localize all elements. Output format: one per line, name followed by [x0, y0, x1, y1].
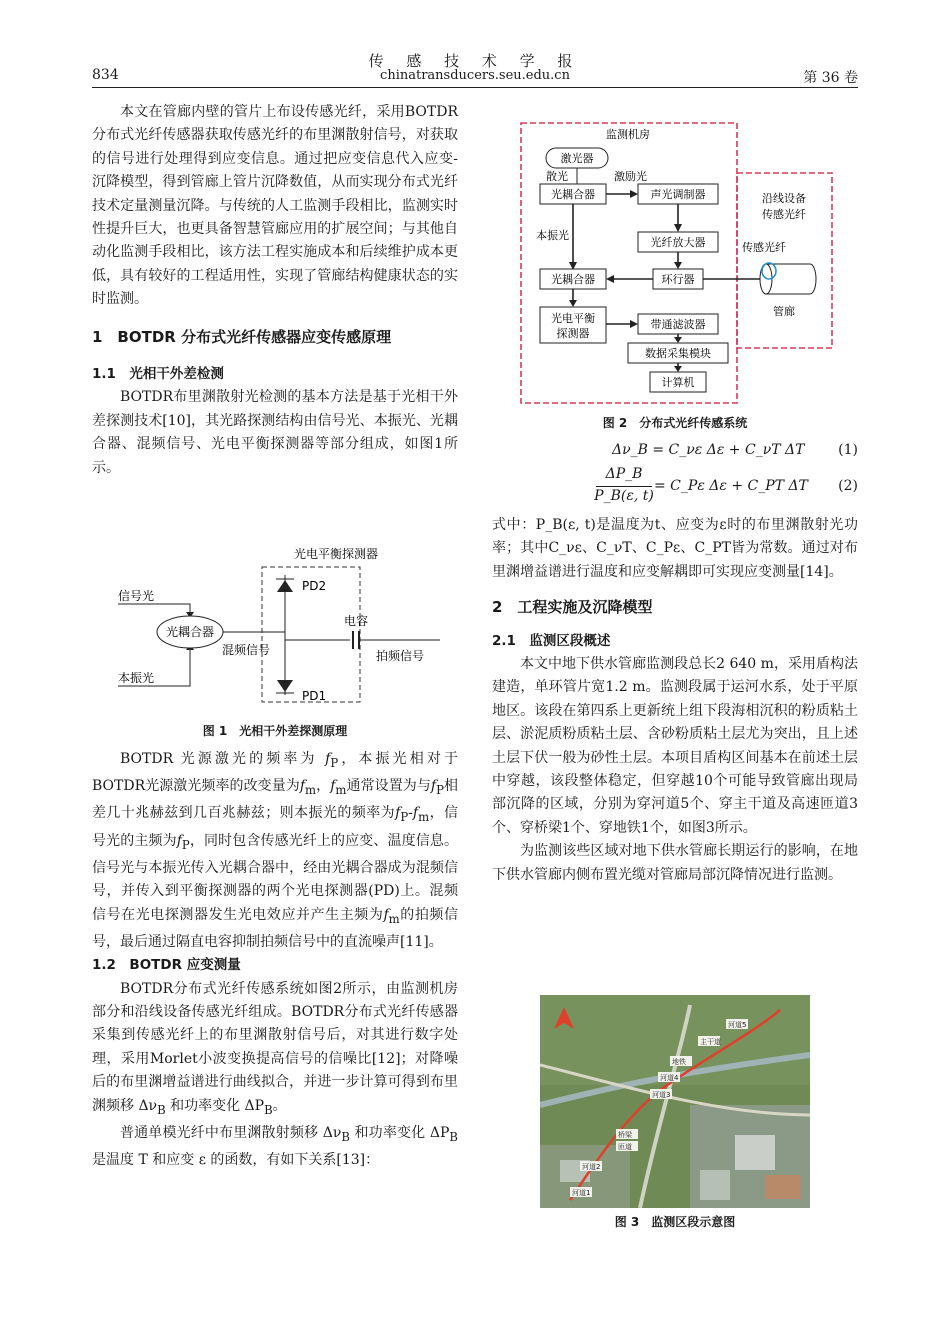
- figure-3-caption: 图 3 监测区段示意图: [614, 1215, 736, 1229]
- equation-2-number: (2): [838, 478, 858, 494]
- coupler-label: 光耦合器: [165, 625, 215, 639]
- map-label-2: 地铁: [672, 1058, 686, 1066]
- equation-2-denominator: P_B(ε, t): [594, 488, 654, 504]
- sensing-fiber-label: 传感光纤: [742, 241, 786, 254]
- arrow-icon: [674, 224, 682, 232]
- excite-light-label: 激励光: [614, 170, 647, 183]
- pipe-label: 管廊: [773, 305, 795, 318]
- map-label-7: 河道2: [582, 1163, 601, 1171]
- header-rule: [92, 87, 858, 88]
- coupler-top-label: 光耦合器: [551, 188, 595, 201]
- arrow-icon: [630, 320, 638, 328]
- filter-label: 带通滤波器: [650, 318, 706, 331]
- map-label-0: 河道5: [728, 1021, 747, 1029]
- room-label: 监测机房: [606, 128, 650, 141]
- map-label-4: 河道3: [652, 1091, 671, 1099]
- map-building: [700, 1170, 730, 1200]
- page-number: 834: [92, 67, 119, 83]
- left-column-bottom: [92, 748, 458, 1172]
- map-building: [735, 1135, 775, 1170]
- arrow-icon: [674, 337, 682, 343]
- pd1-label: PD1: [302, 689, 327, 703]
- arrow-icon: [630, 190, 638, 198]
- map-label-1: 主干道: [700, 1038, 721, 1046]
- figure-1-caption: 图 1 光相干外差探测原理: [202, 724, 348, 738]
- left-column-top: [92, 101, 458, 480]
- balanced-detector-label: 光电平衡探测器: [293, 547, 379, 561]
- section-2-1-heading: 2.1 监测区段概述: [492, 632, 611, 649]
- arrow-icon: [606, 275, 614, 283]
- map-label-5: 桥梁: [618, 1131, 632, 1139]
- local-light-label: 本振光: [536, 229, 569, 242]
- signal-light-label: 信号光: [118, 589, 155, 603]
- paragraph-2-1: 本文中地下供水管廊监测段总长2 640 m，采用盾构法建造，单环管片宽1.2 m。监测段属于运河水系，处于平原地区。该段在第四系上更新统上组下段海相沉积的粉质粘土层、淤泥质粉质粘土层、含砂粉质粘土层尤为突出，且上述土层下伏一般为砂性土层。本项目盾构区间基本在前述土层中穿越，该段整体稳定，但穿越10个可能导致管廊出现局部沉降的区域，分别为穿河道5个、穿主干道及高速匝道3个、穿桥梁1个、穿地铁1个，如图3所示。: [492, 656, 858, 836]
- paragraph-1-1: BOTDR布里渊散射光检测的基本方法是基于光相干外差探测技术[10]，其光路探测结构由信号光、本振光、光耦合器、混频信号、光电平衡探测器等部分组成，如图1所示。: [92, 389, 458, 476]
- pd2-label: PD2: [302, 579, 327, 593]
- beat-signal-label: 拍频信号: [376, 649, 425, 663]
- amplifier-label: 光纤放大器: [650, 236, 706, 249]
- field-line2-label: 传感光纤: [762, 208, 806, 221]
- modulator-label: 声光调制器: [650, 188, 706, 201]
- equation-1-number: (1): [838, 442, 858, 458]
- paragraph-1-3: BOTDR分布式光纤传感系统如图2所示，由监测机房部分和沿线设备传感光纤组成。BOTDR分布式光纤传感器采集到传感光纤上的布里渊散射信号后，对其进行数字处理，采用Morlet小波变换提高信号的信噪比[12]；对降噪后的布里渊增益谱进行曲线拟合，并进一步计算可得到布里渊频移 $\Delta\nu_B$ 和功率变化 $\Delta P_B$。: [92, 980, 458, 1117]
- figure-2-diagram: [518, 118, 840, 408]
- intro-paragraph: 本文在管廊内壁的管片上布设传感光纤，采用BOTDR分布式光纤传感器获取传感光纤的布里渊散射信号，对获取的信号进行处理得到应变信息。通过把应变信息代入应变-沉降模型，得到管廊上管片沉降数值，从而实现分布式光纤技术定量测量沉降。与传统的人工监测手段相比，监测实时性提升巨大，也更具备智慧管廊应用的扩展空间；与其他自动化监测手段相比，该方法工程实施成本和后续维护成本更低，具有较好的工程适用性，实现了管廊结构健康状态的实时监测。: [92, 104, 458, 308]
- capacitor-label: 电容: [343, 614, 369, 628]
- daq-label: 数据采集模块: [645, 347, 711, 360]
- volume-label: 第 36 卷: [803, 70, 858, 86]
- section-1-heading: 1 BOTDR 分布式光纤传感器应变传感原理: [92, 327, 392, 346]
- equation-2-numerator: ΔP_B: [605, 466, 643, 482]
- figure-3-map: [540, 995, 810, 1208]
- scatter-light-label: 散光: [546, 170, 568, 183]
- paragraph-1-2: BOTDR 光源激光的频率为 $f_P$，本振光相对于BOTDR光源激光频率的改变量为$f_m$，$f_m$通常设置为与$f_P$相差几十兆赫兹到几百兆赫兹；则本振光的频率为$f_P-f_m$，信号光的主频为$f_P$，同时包含传感光纤上的应变、温度信息。信号光与本振光传入光耦合器中，经由光耦合器成为混频信号，并传入到平衡探测器的两个光电探测器(PD)上。混频信号在光电探测器发生光电效应并产生主频为$f_m$的拍频信号，最后通过隔直电容抑制拍频信号中的直流噪声[11]。: [92, 751, 459, 950]
- figure-2-caption: 图 2 分布式光纤传感系统: [602, 416, 748, 430]
- map-stadium: [765, 1175, 801, 1199]
- equation-2-rhs: = C_Pε Δε + C_PT ΔT: [654, 478, 808, 494]
- map-label-6: 匝道: [618, 1143, 632, 1151]
- photodiode-icon: [277, 580, 293, 592]
- right-column-text: [492, 514, 858, 887]
- fraction-bar: [596, 486, 652, 487]
- map-label-3: 河道4: [660, 1074, 679, 1082]
- figure-1-diagram: [110, 540, 450, 720]
- mixed-signal-label: 混频信号: [222, 643, 271, 657]
- local-light-label: 本振光: [118, 671, 155, 685]
- journal-title: 传 感 技 术 学 报: [368, 52, 582, 70]
- arrow-icon: [674, 366, 682, 372]
- equation-1: Δν_B = C_νε Δε + C_νT ΔT: [612, 442, 805, 458]
- computer-label: 计算机: [661, 376, 695, 389]
- photodiode-icon: [277, 680, 293, 692]
- section-1-2-heading: 1.2 BOTDR 应变测量: [92, 957, 241, 974]
- signal-light-path: [118, 604, 190, 614]
- balanced-line1-label: 光电平衡: [551, 312, 595, 325]
- section-1-1-heading: 1.1 光相干外差检测: [92, 366, 224, 383]
- arrow-icon: [674, 262, 682, 269]
- paragraph-1-4: 普通单模光纤中布里渊散射频移 $\Delta\nu_B$ 和功率变化 $\Delta P_B$ 是温度 T 和应变 ε 的函数，有如下关系[13]：: [92, 1124, 458, 1169]
- laser-label: 激光器: [560, 152, 594, 165]
- arrow-icon: [569, 300, 577, 307]
- coupler-mid-label: 光耦合器: [551, 273, 595, 286]
- balanced-line2-label: 探测器: [556, 327, 590, 340]
- paragraph-2-2: 为监测该些区域对地下供水管廊长期运行的影响，在地下供水管廊内侧布置光缆对管廊局部沉降情况进行监测。: [492, 843, 858, 883]
- section-2-heading: 2 工程实施及沉降模型: [492, 598, 653, 617]
- field-line1-label: 沿线设备: [762, 192, 806, 205]
- where-paragraph: 式中：P_B(ε, t)是温度为t、应变为ε时的布里渊散射光功率；其中C_νε、C_νT、C_Pε、C_PT皆为常数。通过对布里渊增益谱进行温度和应变解耦即可实现应变测量[14]。: [492, 517, 858, 580]
- journal-url: chinatransducers.seu.edu.cn: [380, 68, 570, 83]
- pipe-icon: [766, 264, 816, 294]
- map-label-8: 河道1: [572, 1189, 591, 1197]
- circulator-label: 环行器: [661, 273, 695, 286]
